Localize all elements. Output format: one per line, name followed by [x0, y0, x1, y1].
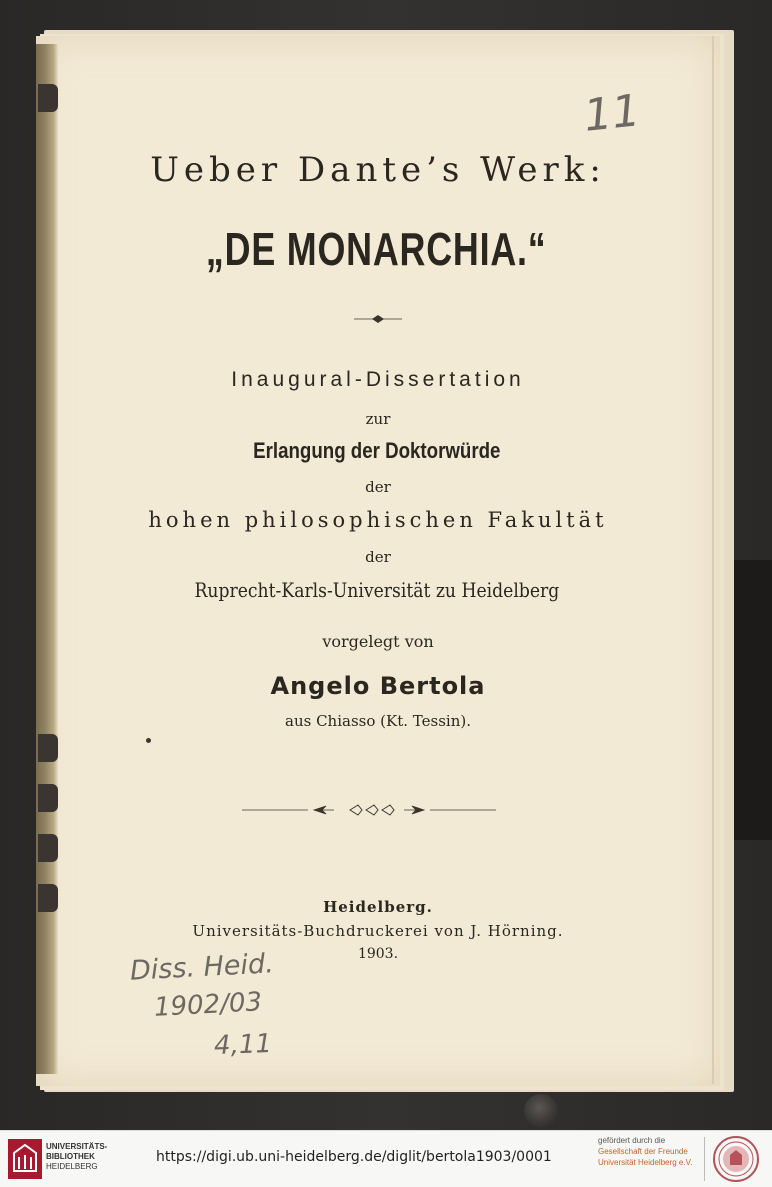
zur-label: zur [365, 410, 391, 428]
footer-bar [0, 1130, 772, 1187]
library-logo-icon[interactable] [8, 1139, 42, 1179]
university-label: Ruprecht-Karls-Universität zu Heidelberg [194, 578, 560, 602]
submitted-by-label: vorgelegt von [322, 632, 434, 651]
der-label-1: der [365, 478, 391, 496]
ink-dot [146, 738, 151, 743]
shelfmark-line-3: 4,11 [213, 1028, 273, 1062]
footer-divider [704, 1137, 705, 1181]
title-line-1: Ueber Dante’s Werk: [150, 150, 606, 190]
folio-number: 11 [581, 85, 643, 142]
degree-label: Erlangung der Doktorwürde [253, 438, 501, 463]
library-name-line-1: UNIVERSITÄTS- [46, 1142, 108, 1151]
sponsor-prefix: gefördert durch die [598, 1136, 666, 1145]
title-line-2: „DE MONARCHIA.“ [205, 223, 547, 275]
page-clip [524, 1094, 558, 1128]
shelfmark-line-1: Diss. Heid. [129, 948, 275, 987]
spine-notch [38, 834, 58, 862]
scan-board [728, 560, 772, 840]
author-name: Angelo Bertola [270, 672, 486, 700]
spine-notch [38, 734, 58, 762]
spine-notch [38, 784, 58, 812]
sponsor-credit [598, 1135, 692, 1168]
der-label-2: der [365, 548, 391, 566]
document-url-link[interactable]: https://digi.ub.uni-heidelberg.de/diglit/bertola1903/0001 [156, 1149, 552, 1165]
library-name-line-2: BIBLIOTHEK [46, 1152, 95, 1161]
faculty-label: hohen philosophischen Fakultät [148, 508, 608, 532]
divider-ornament-icon [242, 802, 496, 818]
shelfmark-line-2: 1902/03 [153, 987, 263, 1023]
dissertation-label: Inaugural-Dissertation [231, 368, 525, 391]
small-ornament-icon [354, 314, 402, 324]
publication-year: 1903. [357, 946, 399, 962]
sponsor-org-line-1: Gesellschaft der Freunde [598, 1147, 688, 1156]
library-name [46, 1142, 107, 1172]
printer-name: Universitäts-Buchdruckerei von J. Hörning. [192, 922, 564, 940]
sponsor-org-line-2: Universität Heidelberg e.V. [598, 1158, 693, 1167]
publication-city: Heidelberg. [323, 898, 433, 916]
author-origin: aus Chiasso (Kt. Tessin). [285, 712, 471, 730]
title-page [36, 36, 720, 1086]
spine-notch [38, 84, 58, 112]
university-seal-icon[interactable] [712, 1135, 760, 1183]
library-name-line-3: HEIDELBERG [46, 1162, 98, 1171]
